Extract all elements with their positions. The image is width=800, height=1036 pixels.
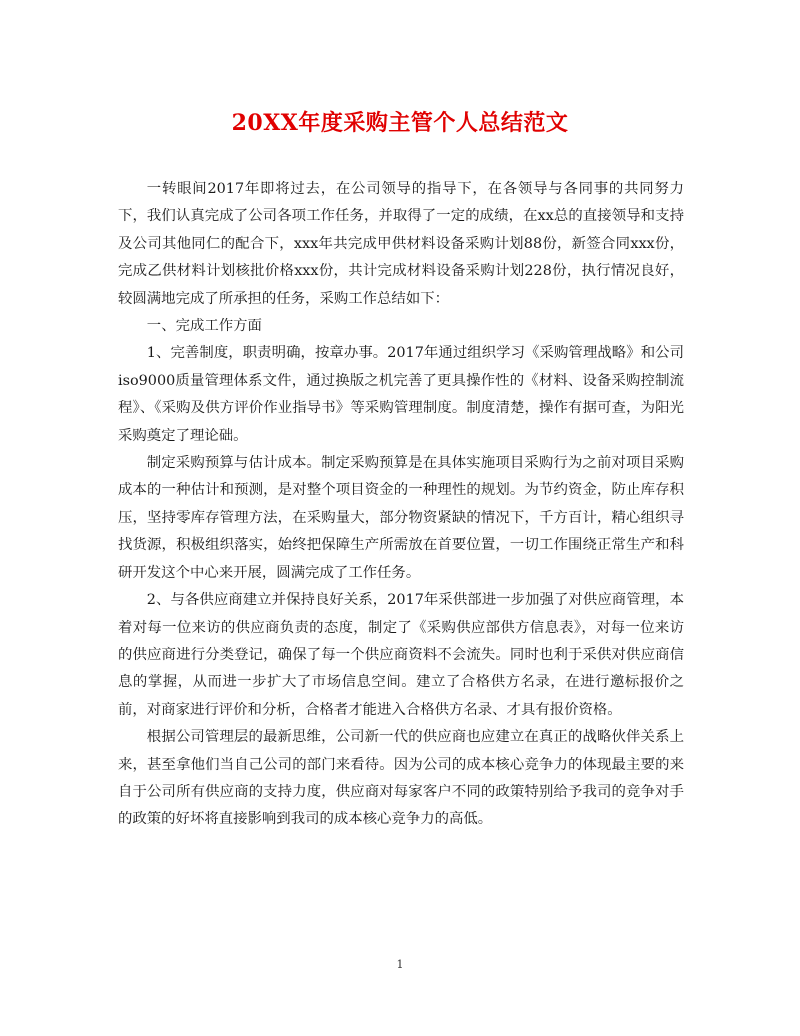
document-body bbox=[118, 176, 684, 834]
paragraph-intro: 一转眼间2017年即将过去，在公司领导的指导下，在各领导与各同事的共同努力下，我们认真完成了公司各项工作任务，并取得了一定的成绩，在xx总的直接领导和支持及公司其他同仁的配合下，xxx年共完成甲供材料设备采购计划88份，新签合同xxx份，完成乙供材料计划核批价格xxx份，共计完成材料设备采购计划228份，执行情况良好，较圆满地完成了所承担的任务，采购工作总结如下： bbox=[118, 181, 684, 307]
paragraph-strategic-partnership: 根据公司管理层的最新思维，公司新一代的供应商也应建立在真正的战略伙伴关系上来，甚至拿他们当自己公司的部门来看待。因为公司的成本核心竞争力的体现最主要的来自于公司所有供应商的支持力度，供应商对每家客户不同的政策特别给予我司的竞争对手的政策的好坏将直接影响到我司的成本核心竞争力的高低。 bbox=[118, 729, 684, 828]
paragraph-supplier-relations: 2、与各供应商建立并保持良好关系，2017年采供部进一步加强了对供应商管理，本着对每一位来访的供应商负责的态度，制定了《采购供应部供方信息表》，对每一位来访的供应商进行分类登记，确保了每一个供应商资料不会流失。同时也利于采供对供应商信息的掌握，从而进一步扩大了市场信息空间。建立了合格供方名录，在进行邀标报价之前，对商家进行评价和分析，合格者才能进入合格供方名录、才具有报价资格。 bbox=[118, 592, 684, 718]
paragraph-system-improvement: 1、完善制度，职责明确，按章办事。2017年通过组织学习《采购管理战略》和公司iso9000质量管理体系文件，通过换版之机完善了更具操作性的《材料、设备采购控制流程》、《采购及供方评价作业指导书》等采购管理制度。制度清楚，操作有据可查，为阳光采购奠定了理论础。 bbox=[118, 345, 684, 444]
paragraph-budget-estimation: 制定采购预算与估计成本。制定采购预算是在具体实施项目采购行为之前对项目采购成本的一种估计和预测，是对整个项目资金的一种理性的规划。为节约资金，防止库存积压，坚持零库存管理方法，在采购量大，部分物资紧缺的情况下，千方百计，精心组织寻找货源，积极组织落实，始终把保障生产所需放在首要位置，一切工作围绕正常生产和科研开发这个中心来开展，圆满完成了工作任务。 bbox=[118, 455, 684, 581]
page-number: 1 bbox=[396, 958, 404, 971]
section-heading-completed-work: 一、完成工作方面 bbox=[146, 318, 262, 335]
document-title: 20XX年度采购主管个人总结范文 bbox=[231, 110, 569, 136]
